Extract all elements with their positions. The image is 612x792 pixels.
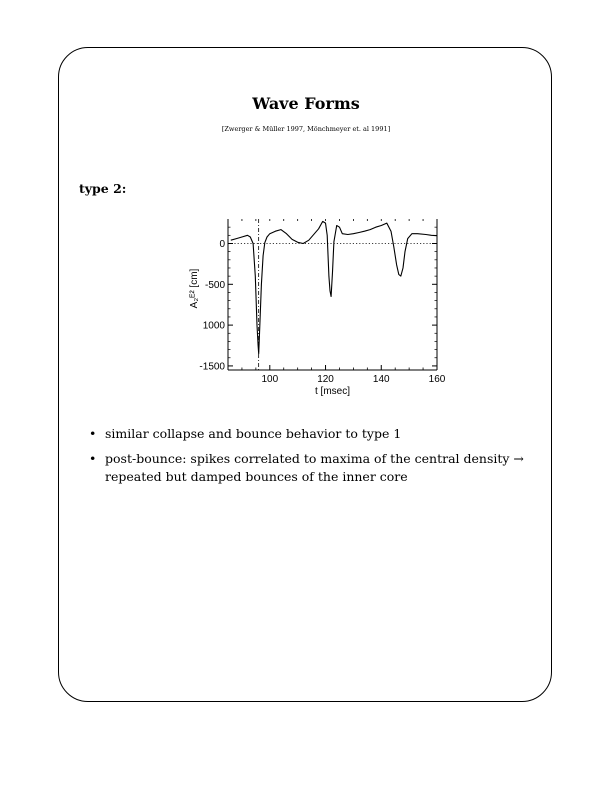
bullet-item [89,450,529,486]
series-group [231,221,437,353]
bullet-list [89,425,529,493]
bullet-item [89,425,529,443]
x-tick-label: 160 [428,374,446,385]
bullet-marker: • [89,451,97,466]
reference-citation: [Zwerger & Müller 1997, Mönchmeyer et. al 1991] [221,125,391,133]
x-tick-label: 140 [372,374,390,385]
y-tick-label: 0 [219,238,225,250]
bullet-text: similar collapse and bounce behavior to type 1 [105,426,402,441]
x-tick-label: 120 [317,374,334,385]
x-tick-label: 100 [261,374,279,385]
x-axis-title: t [msec] [314,386,351,397]
bullet-marker: • [89,426,97,441]
waveform-series-line [231,221,437,353]
y-tick-label: -500 [204,279,225,291]
y-tick-label: -1500 [199,361,225,373]
type-label: type 2: [79,181,127,196]
waveform-chart [160,210,460,410]
slide-title: Wave Forms [252,94,360,113]
y-axis-title: A₂ᴱ² [cm] [189,268,200,309]
y-tick-label: 1000 [202,320,225,332]
bullet-text: post-bounce: spikes correlated to maxima of the central density → repeated but damped bounces of the inner core [105,451,524,484]
